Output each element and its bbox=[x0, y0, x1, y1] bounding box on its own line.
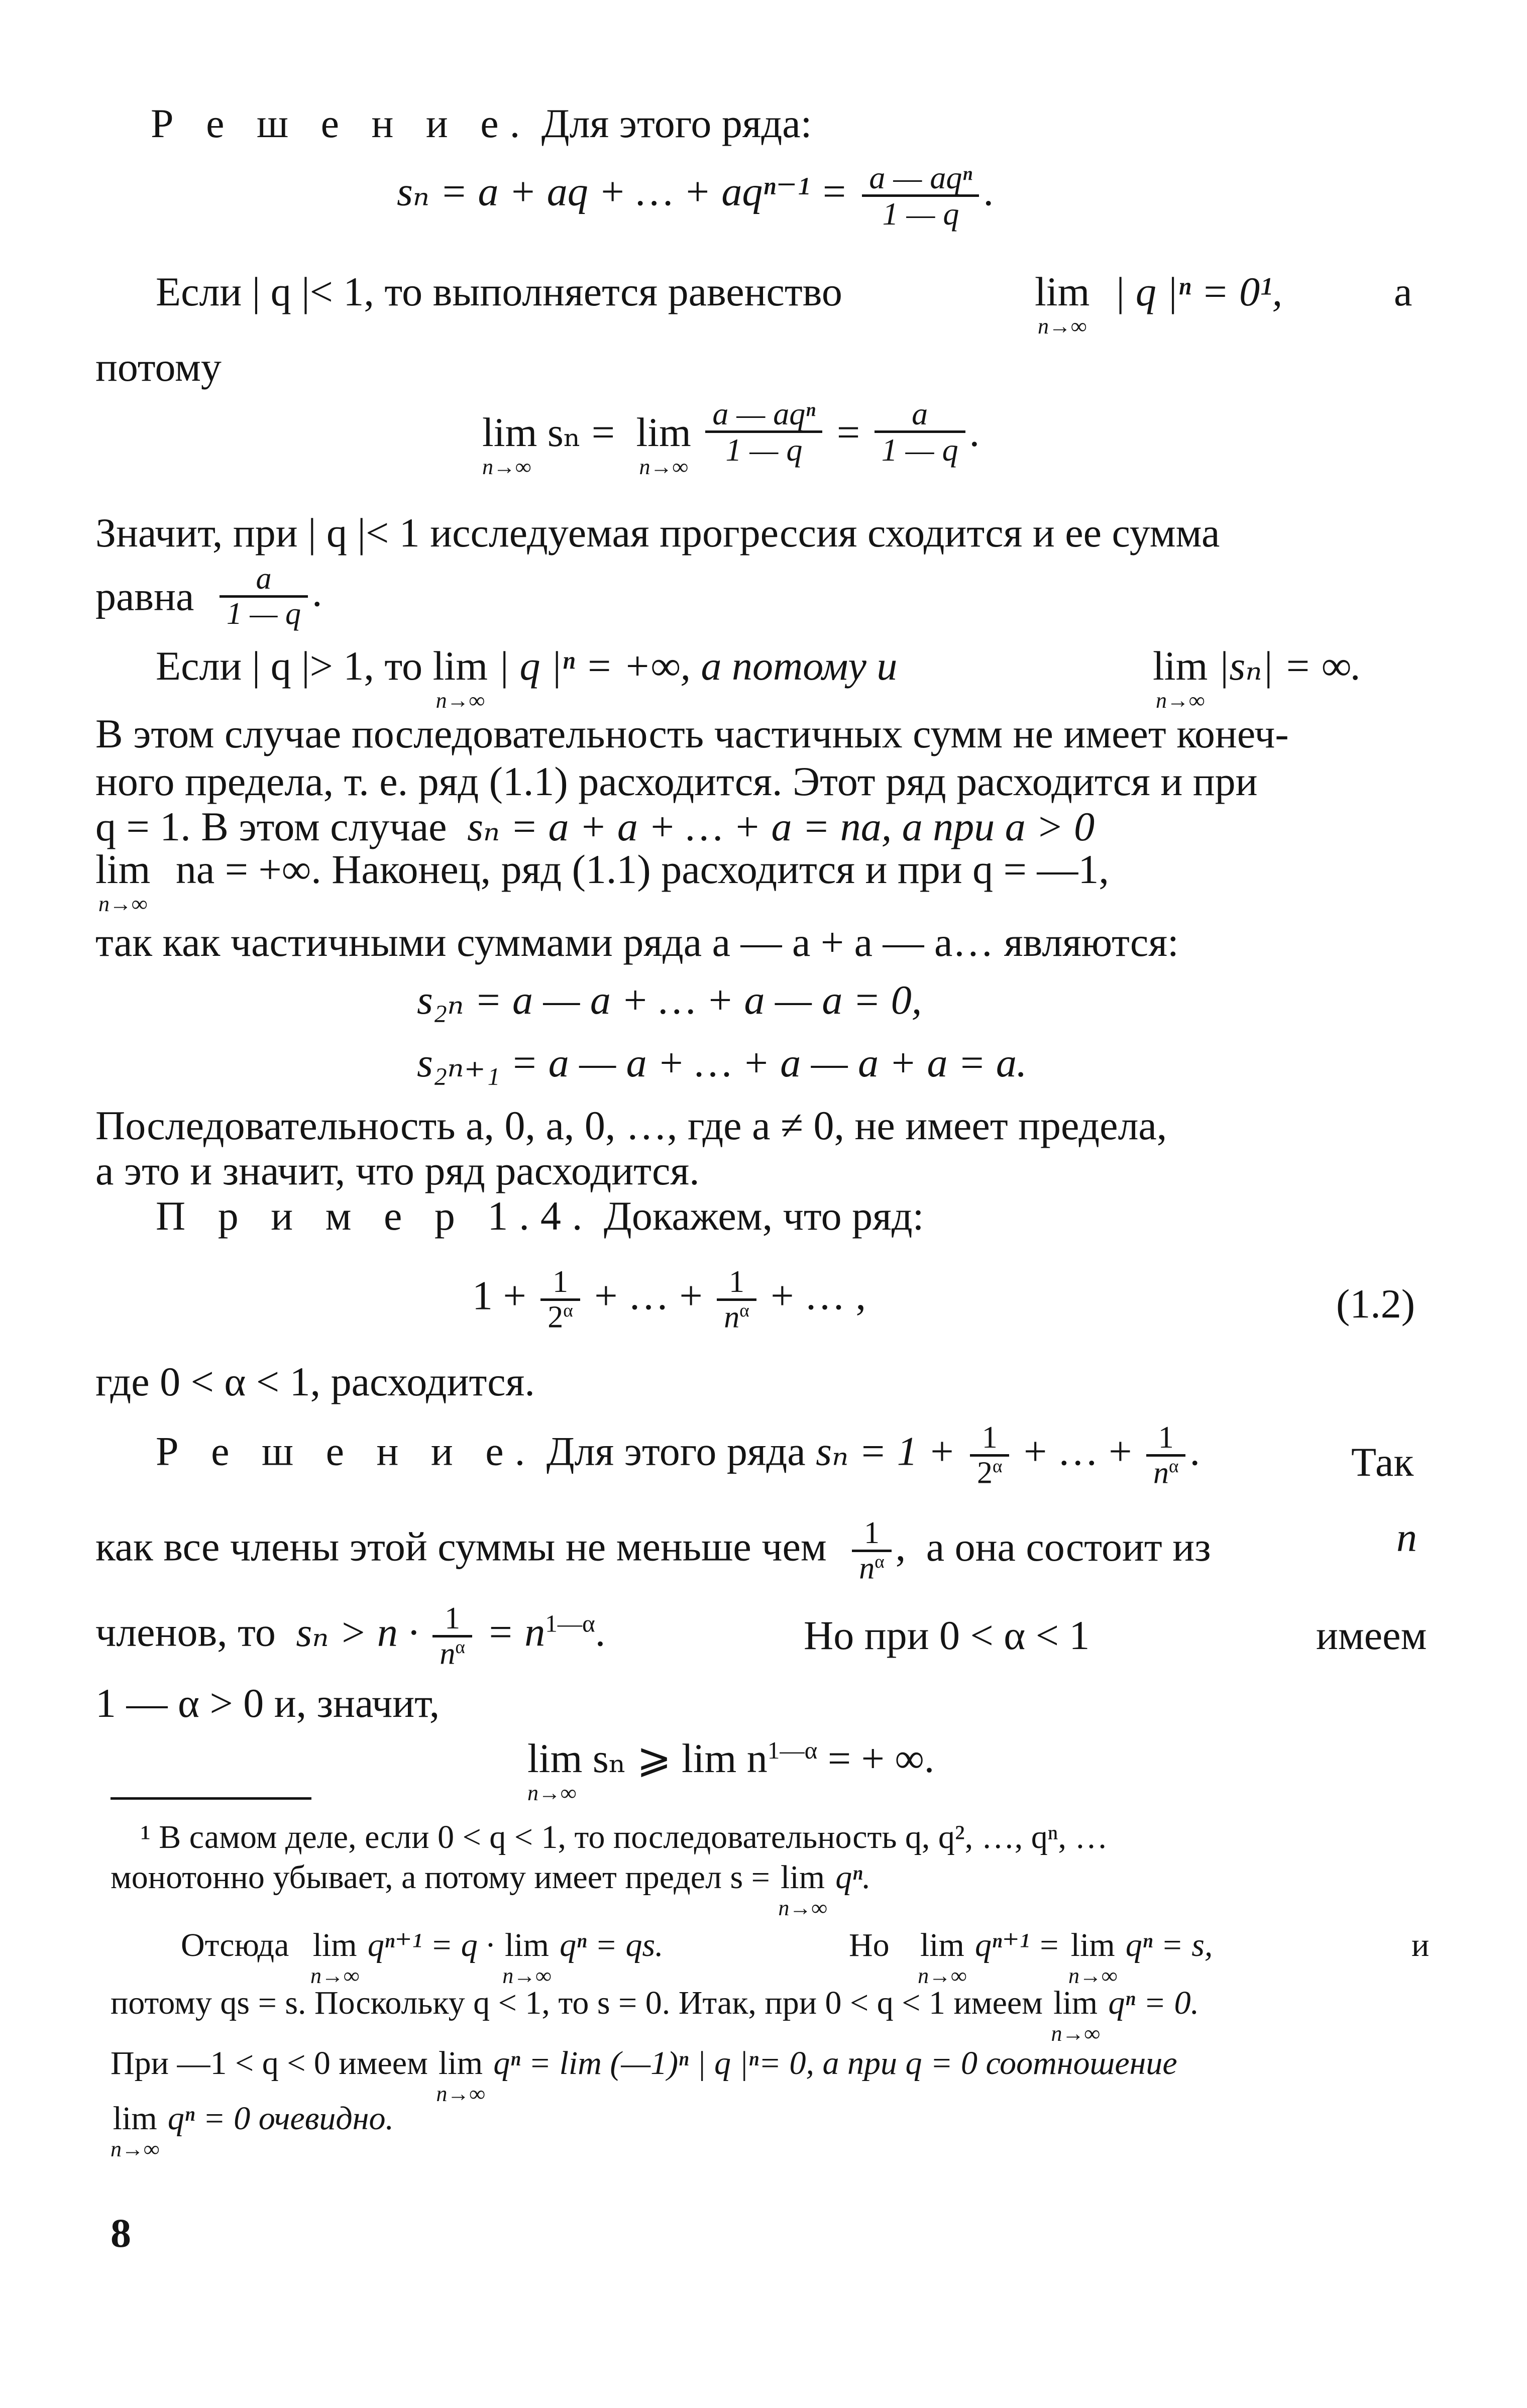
fraction-numerator: a — aqⁿ bbox=[705, 397, 822, 433]
solution-label: Р е ш е н и е. bbox=[156, 1428, 536, 1474]
footnote-text: qⁿ⁺¹ = q · bbox=[367, 1927, 494, 1963]
paragraph-text: q = 1. В этом случае bbox=[95, 804, 447, 849]
footnote-line bbox=[1411, 1929, 1429, 1962]
footnote-line bbox=[849, 1929, 1213, 1987]
n-power: = n bbox=[486, 1609, 546, 1655]
footnote-line bbox=[111, 2102, 394, 2160]
sn-sum-expression: sₙ = a + aq + … + aqⁿ⁻¹ = bbox=[397, 168, 848, 214]
exponent: α bbox=[875, 1552, 885, 1573]
base: n bbox=[724, 1300, 740, 1335]
lim-operator bbox=[1051, 1987, 1100, 2045]
solution-text: членов, то bbox=[95, 1609, 276, 1655]
paragraph-text: ного предела, т. е. ряд (1.1) расходится. Этот ряд расходится и при bbox=[95, 758, 1258, 804]
condition-text: где 0 < α < 1, расходится. bbox=[95, 1359, 535, 1404]
lim-word: lim bbox=[504, 1927, 549, 1963]
footnote-line bbox=[181, 1929, 664, 1987]
fraction-numerator: 1 bbox=[540, 1266, 580, 1301]
fraction-denominator bbox=[540, 1301, 580, 1334]
fraction-a-over-1-q bbox=[875, 397, 965, 467]
case-q-greater-1 bbox=[156, 645, 897, 712]
lim-operator bbox=[502, 1929, 551, 1987]
lim-operator bbox=[918, 1929, 966, 1987]
fraction-numerator: a bbox=[875, 397, 965, 433]
n-text: n bbox=[1396, 1514, 1417, 1560]
sn-expression: sₙ = 1 + bbox=[816, 1428, 956, 1474]
lim-operator bbox=[778, 1861, 827, 1919]
paragraph-text: а это и значит, что ряд расходится. bbox=[95, 1148, 700, 1193]
footnote-line bbox=[111, 2047, 1177, 2105]
equation-number bbox=[1336, 1283, 1415, 1325]
lim-subscript: n→∞ bbox=[111, 2137, 160, 2161]
solution2-line3 bbox=[95, 1602, 605, 1671]
series-part: + … , bbox=[771, 1272, 866, 1319]
footnote-text: qⁿ = 0. bbox=[1108, 1985, 1199, 2021]
lim-word: lim bbox=[920, 1927, 964, 1963]
lim-operator bbox=[95, 846, 151, 916]
lim-operator bbox=[527, 1735, 768, 1805]
lim-subscript: n→∞ bbox=[1051, 2021, 1100, 2046]
lim-subscript: n→∞ bbox=[310, 1963, 360, 1988]
eq-s2n bbox=[417, 979, 922, 1021]
fraction-numerator: 1 bbox=[852, 1517, 891, 1552]
period: . bbox=[595, 1609, 606, 1655]
lim-subscript: n→∞ bbox=[1068, 1963, 1118, 1988]
lim-operator bbox=[1068, 1929, 1117, 1987]
n-variable bbox=[1396, 1514, 1417, 1560]
conjunction-text: а bbox=[1394, 269, 1412, 314]
fraction-numerator: 1 bbox=[717, 1266, 756, 1301]
base: n bbox=[440, 1636, 456, 1671]
footnote-text: qⁿ = qs. bbox=[560, 1927, 664, 1963]
example-label: П р и м е р 1.4. bbox=[156, 1193, 594, 1239]
case-q-less-1 bbox=[156, 271, 842, 312]
lim-subscript: n→∞ bbox=[1037, 314, 1087, 339]
solution2-line4 bbox=[95, 1680, 440, 1726]
lim-word: lim bbox=[1153, 643, 1208, 689]
period: . bbox=[312, 569, 322, 615]
fraction-a-over-1-q bbox=[220, 563, 308, 630]
footnote-text: qⁿ. bbox=[835, 1859, 871, 1896]
condition-line bbox=[95, 1361, 535, 1402]
exponent: α bbox=[992, 1456, 1003, 1477]
lim-word: lim bbox=[1053, 1985, 1098, 2021]
fraction-denominator: 1 — q bbox=[881, 432, 958, 468]
conjunction-a bbox=[1394, 271, 1412, 312]
ravna-text: равна bbox=[95, 573, 194, 619]
series-1-2 bbox=[472, 1266, 866, 1334]
lim-subscript: n→∞ bbox=[98, 892, 148, 916]
lim-abs-sn bbox=[1153, 645, 1361, 712]
fraction-denominator bbox=[852, 1552, 891, 1585]
base: n bbox=[1153, 1456, 1169, 1490]
equals-sign: = bbox=[836, 409, 860, 455]
potomu-word bbox=[95, 344, 222, 390]
exponent: α bbox=[739, 1300, 749, 1322]
equation-text: s₂ₙ = a — a + … + a — a = 0, bbox=[417, 977, 922, 1023]
tak-text: Так bbox=[1351, 1439, 1414, 1485]
paragraph-text: sₙ = a + a + … + a = na, а при a > 0 bbox=[467, 804, 1095, 849]
series-part: + … + bbox=[594, 1272, 703, 1319]
lim-subscript: n→∞ bbox=[436, 2082, 485, 2106]
solution-label: Р е ш е н и е. bbox=[151, 100, 531, 146]
fraction-numerator: a bbox=[220, 563, 308, 598]
lim-word: lim bbox=[432, 643, 488, 689]
paragraph-text: Последовательность a, 0, a, 0, …, где a ≠ 0, не имеет предела, bbox=[95, 1103, 1167, 1148]
footnote-text: Но bbox=[849, 1927, 890, 1963]
paragraph-line bbox=[95, 919, 1179, 965]
lim-operator bbox=[310, 1929, 359, 1987]
tak-word bbox=[1351, 1439, 1414, 1485]
case-text: Если | q |< 1, то выполняется равенство bbox=[156, 269, 842, 314]
fraction-numerator: a — aqⁿ bbox=[862, 161, 979, 197]
lim-sn-formula bbox=[482, 396, 980, 479]
lim-operator bbox=[636, 409, 691, 479]
example-text: Докажем, что ряд: bbox=[603, 1193, 924, 1239]
page-number bbox=[111, 2210, 131, 2256]
fraction-numerator: 1 bbox=[432, 1602, 472, 1637]
lim-word: lim bbox=[113, 2100, 157, 2137]
paragraph-line bbox=[95, 1105, 1167, 1146]
lim-operator bbox=[1035, 271, 1089, 338]
base: 2 bbox=[976, 1456, 993, 1490]
lim-operator bbox=[436, 2047, 485, 2105]
lim-subscript: n→∞ bbox=[639, 455, 688, 479]
fraction-denominator bbox=[1146, 1457, 1185, 1490]
lim-word: lim bbox=[636, 409, 691, 455]
solution2-line3-cont bbox=[804, 1612, 1090, 1658]
imeem-word bbox=[1316, 1612, 1427, 1658]
footnote-line bbox=[111, 1987, 1199, 2045]
fraction-denominator bbox=[970, 1457, 1009, 1490]
fraction-denominator: 1 — q bbox=[226, 597, 301, 631]
footnote-text: и bbox=[1411, 1927, 1430, 1963]
lim-word: lim bbox=[781, 1859, 825, 1896]
imeem-text: имеем bbox=[1316, 1612, 1427, 1658]
lim-sn-text: lim sₙ = bbox=[482, 409, 615, 455]
solution-intro-text: Для этого ряда: bbox=[541, 100, 812, 146]
fraction-1-over-n-alpha bbox=[1146, 1421, 1185, 1490]
lim-subscript: n→∞ bbox=[1155, 688, 1205, 713]
solution-text: Для этого ряда bbox=[546, 1428, 806, 1474]
sn-geometric-formula bbox=[397, 161, 994, 231]
paragraph-text: так как частичными суммами ряда a — a + a — a… являются: bbox=[95, 919, 1179, 965]
lim-subscript: n→∞ bbox=[435, 688, 485, 713]
case-text-continued: | q |ⁿ = +∞, а потому и bbox=[498, 643, 898, 689]
footnote-text: потому qs = s. Поскольку q < 1, то s = 0. Итак, при 0 < q < 1 имеем bbox=[111, 1985, 1043, 2021]
lim-word: lim bbox=[312, 1927, 357, 1963]
footnote-text: Отсюда bbox=[181, 1927, 289, 1963]
fraction-1-over-n-alpha bbox=[432, 1602, 472, 1671]
abs-sn-infinity: |sₙ| = ∞. bbox=[1218, 643, 1362, 689]
footnote-text: qⁿ⁺¹ = bbox=[975, 1927, 1060, 1963]
plus-dots: + … + bbox=[1023, 1428, 1132, 1474]
fraction-1-over-n-alpha bbox=[717, 1266, 756, 1334]
paragraph-line bbox=[95, 806, 1095, 847]
exponent: α bbox=[1168, 1456, 1179, 1477]
lim-subscript: n→∞ bbox=[502, 1963, 552, 1988]
footnote-divider bbox=[111, 1797, 311, 1800]
period: . bbox=[1189, 1428, 1200, 1474]
final-limit bbox=[527, 1735, 935, 1805]
lim-subscript: n→∞ bbox=[527, 1781, 577, 1805]
potomu-text: потому bbox=[95, 344, 222, 390]
equation-text: s₂ₙ₊₁ = a — a + … + a — a + a = a. bbox=[417, 1040, 1027, 1085]
footnote-text: qⁿ = lim (—1)ⁿ | q |ⁿ= 0, а при q = 0 соотношение bbox=[493, 2045, 1177, 2082]
equation-number-text: (1.2) bbox=[1336, 1281, 1415, 1327]
exponent: 1—α bbox=[545, 1609, 595, 1637]
znachit-line bbox=[95, 512, 1220, 554]
paragraph-text: na = +∞. Наконец, ряд (1.1) расходится и при q = —1, bbox=[175, 846, 1109, 892]
fraction-denominator bbox=[717, 1301, 756, 1334]
example-heading bbox=[156, 1195, 924, 1237]
fraction-a-aqn bbox=[705, 397, 822, 467]
lim-subscript: n→∞ bbox=[918, 1963, 967, 1988]
exponent: 1—α bbox=[767, 1736, 818, 1764]
sn-inequality: sₙ > n · bbox=[296, 1609, 418, 1655]
paragraph-line bbox=[95, 758, 1258, 804]
case-text: Если | q |> 1, то bbox=[156, 643, 423, 689]
footnote-text: qⁿ = 0 очевидно. bbox=[167, 2100, 394, 2137]
fraction-a-aqn bbox=[862, 161, 979, 231]
paragraph-line bbox=[95, 713, 1289, 754]
fraction-1-over-2-alpha bbox=[540, 1266, 580, 1334]
footnote-text: монотонно убывает, а потому имеет предел s = bbox=[111, 1859, 770, 1896]
solution-text: Но при 0 < α < 1 bbox=[804, 1612, 1090, 1658]
series-part: 1 + bbox=[472, 1272, 526, 1319]
solution2-line1 bbox=[156, 1421, 1200, 1490]
lim-word: lim bbox=[439, 2045, 483, 2082]
lim-operator bbox=[433, 645, 488, 712]
base: 2 bbox=[548, 1300, 564, 1335]
fraction-numerator: 1 bbox=[1146, 1421, 1185, 1457]
znachit-text: Значит, при | q |< 1 исследуемая прогрессия сходится и ее сумма bbox=[95, 510, 1220, 556]
lim-word: lim bbox=[95, 846, 151, 892]
solution2-line2: как все члены этой суммы не меньше чем $\frac{1}{n^\alpha}$ , а она состоит из bbox=[95, 1516, 1211, 1586]
footnote-text: ¹ В самом деле, если 0 < q < 1, то последовательность q, q², …, qⁿ, … bbox=[141, 1819, 1108, 1855]
footnote-text: При —1 < q < 0 имеем bbox=[111, 2045, 428, 2082]
paragraph-text: В этом случае последовательность частичных сумм не имеет конеч- bbox=[95, 711, 1289, 756]
ravna-line bbox=[95, 563, 322, 630]
lim-text: lim sₙ ⩾ lim n bbox=[527, 1735, 768, 1781]
q-power-zero: | q |ⁿ = 0¹, bbox=[1114, 269, 1283, 314]
fraction-denominator bbox=[432, 1637, 472, 1671]
lim-subscript: n→∞ bbox=[482, 455, 531, 479]
footnote-text: qⁿ = s, bbox=[1125, 1927, 1213, 1963]
period: . bbox=[983, 168, 994, 214]
paragraph-line bbox=[95, 846, 1109, 916]
base: n bbox=[859, 1551, 875, 1586]
lim-word: lim bbox=[1070, 1927, 1115, 1963]
exponent: α bbox=[563, 1300, 573, 1322]
lim-operator bbox=[482, 409, 615, 479]
footnote-line bbox=[111, 1861, 871, 1919]
fraction-1-over-n-alpha bbox=[852, 1517, 891, 1585]
fraction-numerator: 1 bbox=[970, 1421, 1009, 1457]
lim-operator bbox=[111, 2102, 159, 2160]
lim-subscript: n→∞ bbox=[778, 1896, 827, 1920]
fraction-denominator: 1 — q bbox=[882, 196, 959, 232]
solution-text: как все члены этой суммы не меньше чем bbox=[95, 1523, 827, 1570]
period: . bbox=[969, 409, 980, 455]
lim-q-power bbox=[1035, 271, 1282, 338]
fraction-denominator: 1 — q bbox=[725, 432, 803, 468]
exponent: α bbox=[455, 1637, 465, 1658]
lim-operator bbox=[1153, 645, 1208, 712]
footnote-line bbox=[141, 1821, 1108, 1854]
solution-text: 1 — α > 0 и, значит, bbox=[95, 1680, 440, 1726]
fraction-1-over-2-alpha bbox=[970, 1421, 1009, 1490]
eq-s2n-plus-1 bbox=[417, 1042, 1027, 1083]
solution-text: а она состоит из bbox=[926, 1523, 1211, 1570]
lim-word: lim bbox=[1035, 269, 1090, 314]
solution-heading bbox=[151, 100, 812, 146]
page-number-text: 8 bbox=[111, 2210, 131, 2256]
paragraph-line bbox=[95, 1150, 700, 1191]
final-result: = + ∞. bbox=[827, 1735, 935, 1781]
